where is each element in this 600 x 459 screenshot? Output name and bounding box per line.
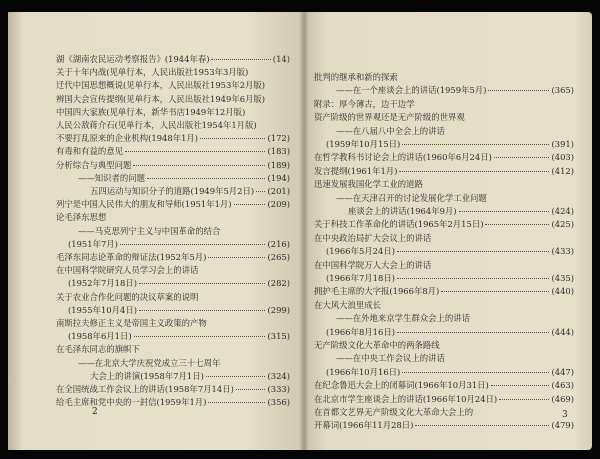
toc-entry-title: (1952年7月18日) bbox=[68, 278, 137, 289]
toc-entry-title: 迅速发展我国化学工业的道路 bbox=[314, 179, 423, 190]
toc-entry-page: (315) bbox=[267, 331, 290, 342]
toc-entry-title: ——知识者的问题 bbox=[78, 172, 145, 183]
toc-entry bbox=[90, 186, 292, 196]
toc-leader-dots bbox=[491, 384, 550, 386]
toc-entry bbox=[56, 80, 292, 90]
toc-entry-page: (469) bbox=[551, 393, 574, 404]
toc-leader-dots bbox=[459, 210, 550, 212]
toc-entry bbox=[336, 353, 576, 363]
toc-entry bbox=[56, 94, 292, 104]
toc-leader-dots bbox=[134, 335, 266, 337]
toc-entry-title: 无产阶级文化大革命中的两条路线 bbox=[314, 340, 440, 350]
toc-entry-title: 大会上的讲演(1958年7月1日) bbox=[90, 370, 204, 381]
toc-entry-title: 辨国大会宣传提纲(见单行本，人民出版社1949年6月版) bbox=[56, 93, 266, 104]
toc-leader-dots bbox=[236, 388, 266, 390]
toc-entry-title: 开幕词(1966年11月28日) bbox=[314, 420, 414, 431]
toc-entry bbox=[56, 107, 292, 117]
toc-leader-dots bbox=[256, 190, 265, 192]
toc-entry-title: 给毛主席和党中央的一封信(1959年1月) bbox=[56, 397, 207, 408]
toc-entry-page: (365) bbox=[551, 85, 574, 96]
toc-entry-page: (447) bbox=[551, 366, 574, 377]
toc-entry bbox=[56, 252, 292, 262]
toc-entry-title: 毛泽东同志论革命的辩证法(1952年5月) bbox=[56, 252, 207, 262]
toc-entry bbox=[336, 193, 576, 203]
toc-entry bbox=[314, 112, 576, 122]
toc-entry bbox=[68, 331, 292, 341]
toc-entry bbox=[326, 273, 576, 283]
toc-entry bbox=[326, 327, 576, 337]
toc-entry bbox=[314, 152, 576, 162]
toc-entry-page: (265) bbox=[267, 252, 290, 262]
toc-entry bbox=[314, 380, 576, 390]
toc-entry bbox=[314, 72, 576, 82]
toc-entry bbox=[56, 146, 292, 156]
toc-entry-title: ——在中央工作会议上的讲话 bbox=[336, 353, 445, 364]
toc-entry-title: (1955年10月4日) bbox=[68, 304, 137, 315]
toc-entry-page: (479) bbox=[551, 420, 574, 431]
toc-leader-dots bbox=[441, 290, 549, 292]
toc-leader-dots bbox=[125, 150, 265, 152]
toc-entry-title: ——在北京大学庆祝党成立三十七周年 bbox=[78, 357, 221, 368]
toc-leader-dots bbox=[200, 137, 265, 139]
toc-entry-page: (201) bbox=[267, 186, 290, 196]
toc-entry-title: 有毒和有益的意见 bbox=[56, 146, 123, 157]
toc-entry bbox=[56, 120, 292, 130]
toc-entry-page: (216) bbox=[267, 238, 290, 249]
toc-leader-dots bbox=[402, 371, 549, 373]
toc-leader-dots bbox=[397, 250, 550, 252]
toc-entry-title: ——在外地来京学生群众会上的讲话 bbox=[336, 313, 470, 324]
toc-leader-dots bbox=[494, 156, 550, 158]
toc-entry bbox=[56, 344, 292, 354]
toc-entry bbox=[90, 371, 292, 381]
toc-entry bbox=[314, 300, 576, 310]
toc-entry-title: 资产阶级的世界观还是无产阶级的世界观 bbox=[314, 112, 465, 123]
toc-entry-title: 人民公敌蒋介石(见单行本，人民出版社1954年1月版) bbox=[56, 120, 257, 130]
toc-entry bbox=[314, 286, 576, 296]
toc-entry bbox=[56, 318, 292, 328]
toc-leader-dots bbox=[499, 398, 549, 400]
toc-leader-dots bbox=[485, 223, 549, 225]
toc-entry-title: ——在八届八中全会上的讲话 bbox=[336, 125, 445, 136]
toc-entry bbox=[78, 173, 292, 183]
toc-entry bbox=[68, 239, 292, 249]
toc-entry bbox=[326, 246, 576, 256]
toc-entry-title: 在全国统战工作会议上的讲话(1958年7月14日) bbox=[56, 384, 234, 394]
toc-entry bbox=[56, 397, 292, 407]
toc-entry bbox=[314, 260, 576, 270]
toc-entry bbox=[56, 265, 292, 275]
toc-entry-page: (194) bbox=[267, 172, 290, 183]
toc-entry-page: (356) bbox=[267, 397, 290, 408]
toc-entry-title: (1958年6月1日) bbox=[68, 331, 132, 342]
toc-entry bbox=[314, 179, 576, 189]
toc-entry bbox=[78, 226, 292, 236]
toc-entry-page: (444) bbox=[551, 326, 574, 337]
toc-entry-page: (425) bbox=[551, 219, 574, 230]
toc-leader-dots bbox=[208, 401, 265, 403]
toc-entry-title: 关于科技工作革命化的讲话(1965年2月15日) bbox=[314, 219, 484, 230]
toc-entry-page: (391) bbox=[551, 139, 574, 149]
toc-entry-title: 在大风大浪里成长 bbox=[314, 299, 381, 310]
toc-entry bbox=[348, 206, 576, 216]
toc-entry-title: 五四运动与知识分子的道路(1949年5月2日) bbox=[90, 186, 255, 196]
toc-entry-page: (424) bbox=[551, 206, 574, 216]
toc-entry-title: 发言提纲(1961年1月) bbox=[314, 165, 398, 176]
toc-entry-title: 批判的继承和新的探索 bbox=[314, 72, 398, 82]
toc-entry bbox=[336, 313, 576, 323]
toc-entry-title: 关于十年内战(见单行本，人民出版社1953年3月版) bbox=[56, 67, 249, 78]
toc-leader-dots bbox=[399, 170, 549, 172]
toc-entry bbox=[314, 407, 576, 417]
toc-entry bbox=[56, 67, 292, 77]
toc-entry bbox=[78, 358, 292, 368]
toc-entry-page: (440) bbox=[551, 286, 574, 297]
toc-entry-page: (172) bbox=[267, 133, 290, 144]
toc-entry bbox=[314, 99, 576, 109]
toc-entry-page: (403) bbox=[551, 152, 574, 163]
toc-entry-title: 关于农业合作化问题的决议草案的说明 bbox=[56, 291, 199, 302]
toc-entry bbox=[56, 292, 292, 302]
toc-entry bbox=[314, 166, 576, 176]
toc-entry bbox=[314, 394, 576, 404]
toc-entry bbox=[336, 126, 576, 136]
toc-entry-page: (209) bbox=[267, 199, 290, 210]
toc-entry bbox=[336, 85, 576, 95]
toc-entry-page: (14) bbox=[272, 54, 290, 64]
toc-entry bbox=[314, 219, 576, 229]
toc-entry-title: 在中国科学院研究人员学习会上的讲话 bbox=[56, 265, 199, 276]
toc-entry bbox=[56, 133, 292, 143]
toc-entry-title: ——马克思列宁主义与中国革命的结合 bbox=[78, 225, 221, 236]
toc-entry-title: 在毛泽东同志的旗帜下 bbox=[56, 344, 140, 355]
toc-leader-dots bbox=[402, 143, 549, 145]
toc-entry-title: ——在天津召开的讨论发展化学工业问题 bbox=[336, 192, 487, 203]
toc-entry-page: (299) bbox=[267, 304, 290, 315]
toc-entry-page: (435) bbox=[551, 273, 574, 283]
toc-leader-dots bbox=[234, 203, 266, 205]
toc-entry-title: 拥护毛主席的大字报(1966年8月) bbox=[314, 286, 440, 297]
toc-leader-dots bbox=[397, 331, 550, 333]
toc-entry-title: (1966年7月18日) bbox=[326, 273, 395, 283]
toc-entry-page: (282) bbox=[267, 278, 290, 289]
toc-entry bbox=[68, 305, 292, 315]
book-gutter bbox=[300, 12, 308, 450]
toc-entry-title: 在纪念鲁迅大会上的闭幕词(1966年10月31日) bbox=[314, 380, 489, 391]
toc-entry bbox=[314, 233, 576, 243]
toc-entry bbox=[56, 54, 292, 64]
toc-entry-title: 在哲学教科书讨论会上的讲话(1960年6月24日) bbox=[314, 152, 492, 163]
toc-leader-dots bbox=[206, 375, 266, 377]
toc-entry-title: 中国四大家族(见单行本，新华书店1949年12月版) bbox=[56, 106, 246, 117]
toc-entry bbox=[326, 139, 576, 149]
toc-entry-title: (1966年8月16日) bbox=[326, 326, 395, 337]
toc-entry bbox=[68, 278, 292, 288]
toc-leader-dots bbox=[139, 282, 266, 284]
toc-entry-page: (412) bbox=[551, 165, 574, 176]
toc-entry-title: 列宁是中国人民伟大的朋友和导师(1951年1月) bbox=[56, 199, 232, 210]
toc-entry-title: (1966年5月24日) bbox=[326, 246, 395, 257]
toc-entry-title: 附录：厚今薄古，边干边学 bbox=[314, 98, 415, 109]
left-page bbox=[8, 12, 304, 450]
toc-entry-page: (433) bbox=[551, 246, 574, 257]
toc-leader-dots bbox=[211, 58, 270, 60]
toc-entry bbox=[314, 420, 576, 430]
right-page bbox=[304, 12, 592, 450]
page-number: 3 bbox=[562, 410, 568, 420]
toc-entry-page: (183) bbox=[267, 146, 290, 157]
toc-entry-title: 湖《湖南农民运动考察报告》(1944年春) bbox=[56, 54, 210, 64]
toc-entry-page: (463) bbox=[551, 380, 574, 391]
toc-leader-dots bbox=[415, 424, 549, 426]
toc-entry-title: 在中国科学院万人大会上的讲话 bbox=[314, 259, 432, 270]
toc-entry bbox=[56, 212, 292, 222]
toc-entry-title: ——在一个座谈会上的讲话(1959年5月) bbox=[336, 85, 487, 96]
toc-entry-title: (1951年7月) bbox=[68, 238, 118, 249]
toc-entry bbox=[326, 367, 576, 377]
toc-entry-title: (1966年10月16日) bbox=[326, 366, 401, 377]
toc-leader-dots bbox=[139, 309, 266, 311]
toc-entry-page: (333) bbox=[267, 384, 290, 394]
page-number: 2 bbox=[92, 407, 98, 417]
toc-entry-title: 不要打乱原来的企业机构(1948年1月) bbox=[56, 133, 199, 144]
toc-leader-dots bbox=[133, 164, 265, 166]
toc-leader-dots bbox=[208, 256, 265, 258]
toc-entry-title: 在北京市学生座谈会上的讲话(1966年10月24日) bbox=[314, 393, 498, 404]
toc-entry-title: (1959年10月15日) bbox=[326, 139, 401, 149]
toc-entry bbox=[56, 199, 292, 209]
toc-entry-title: 在首都文艺界无产阶级文化大革命大会上的 bbox=[314, 407, 474, 417]
toc-entry-page: (324) bbox=[267, 370, 290, 381]
toc-leader-dots bbox=[488, 89, 549, 91]
toc-entry-page: (189) bbox=[267, 159, 290, 170]
toc-entry-title: 论毛泽东思想 bbox=[56, 212, 107, 223]
toc-leader-dots bbox=[397, 277, 550, 279]
toc-entry-title: 迁代中国思想概说(见单行本，人民出版社1953年2月版) bbox=[56, 80, 266, 91]
toc-entry-title: 分析综合与典型问题 bbox=[56, 159, 132, 170]
toc-entry-title: 座谈会上的讲话(1964年9月) bbox=[348, 206, 457, 216]
toc-entry bbox=[56, 160, 292, 170]
toc-entry-title: 南斯拉夫修正主义是帝国主义政策的产物 bbox=[56, 318, 207, 328]
toc-entry-title: 在中央政治局扩大会议上的讲话 bbox=[314, 232, 432, 243]
toc-entry bbox=[56, 384, 292, 394]
toc-leader-dots bbox=[147, 177, 265, 179]
toc-leader-dots bbox=[120, 243, 266, 245]
toc-entry bbox=[314, 340, 576, 350]
